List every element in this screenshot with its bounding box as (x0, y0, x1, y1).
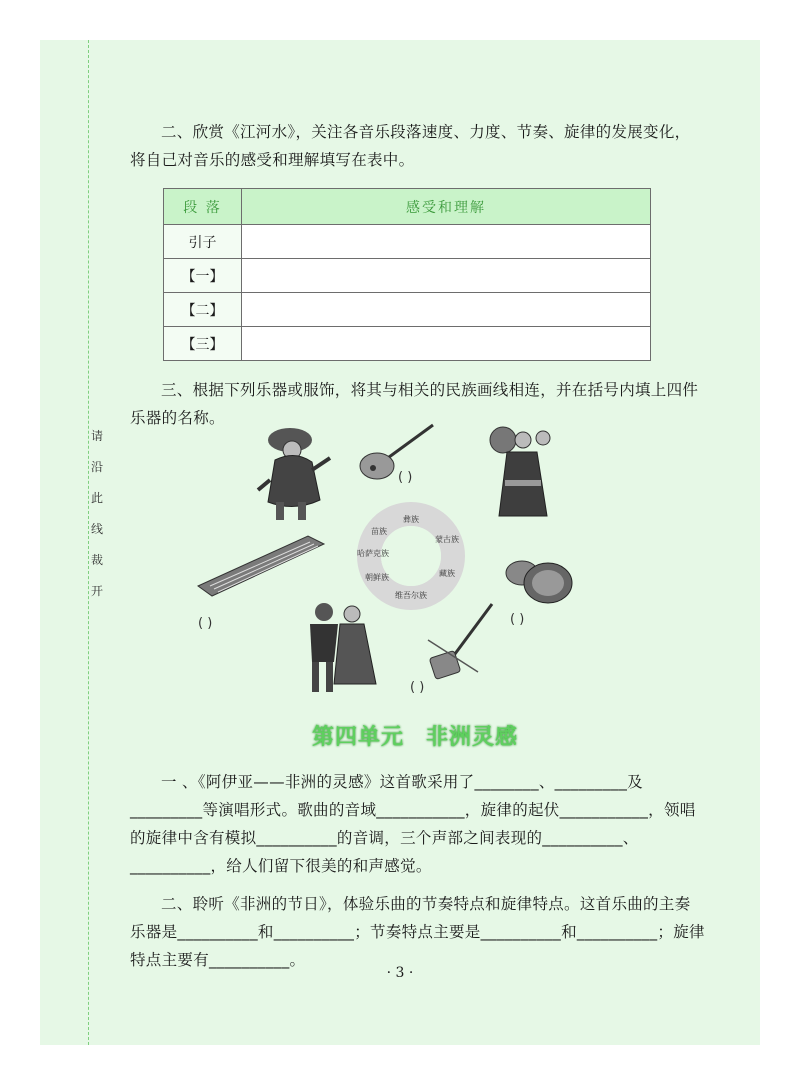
cut-char: 请 (90, 429, 103, 443)
ring-label-korean: 朝鲜族 (365, 573, 389, 582)
cut-char: 此 (90, 491, 103, 505)
segment-cell: 【二】 (164, 293, 242, 327)
segment-cell: 引子 (164, 225, 242, 259)
table-row (164, 225, 651, 259)
guzheng-figure (190, 526, 330, 598)
cut-instruction (89, 430, 105, 616)
answer-cell[interactable] (242, 259, 651, 293)
segment-cell: 【一】 (164, 259, 242, 293)
question-2-text: 二、欣赏《江河水》，关注各音乐段落速度、力度、节奏、旋律的发展变化，将自己对音乐的感受和理解填写在表中。 (130, 123, 691, 169)
instrument-name-blank[interactable]: ( ) (198, 616, 213, 631)
unit4-question-2: 二、聆听《非洲的节日》，体验乐曲的节奏特点和旋律特点。这首乐曲的主奏乐器是__________和__________；节奏特点主要是__________和__________；旋律特点主要有__________。 (130, 895, 705, 969)
ring-label-kazakh: 哈萨克族 (357, 549, 389, 558)
unit-number: 第四单元 (311, 724, 404, 750)
table-row (164, 259, 651, 293)
table-row (164, 293, 651, 327)
segment-cell: 【三】 (164, 327, 242, 361)
ethnic-costume-figure-2 (485, 420, 560, 522)
ring-label-miao: 苗族 (371, 527, 387, 536)
ring-label-mongol: 蒙古族 (435, 535, 459, 544)
question-3-text: 三、根据下列乐器或服饰，将其与相关的民族画线相连，并在括号内填上四件乐器的名称。 (130, 381, 699, 427)
cut-char: 线 (90, 522, 103, 536)
table-row (164, 327, 651, 361)
instrument-name-blank[interactable]: ( ) (510, 612, 525, 627)
sanxian-figure (418, 600, 498, 682)
ethnic-costume-figure-1 (250, 420, 338, 522)
header-segment: 段 落 (164, 189, 242, 225)
ring-label-yi: 彝族 (403, 515, 419, 524)
cut-char: 开 (90, 584, 103, 598)
header-feeling: 感受和理解 (242, 189, 651, 225)
answer-cell[interactable] (242, 293, 651, 327)
answer-cell[interactable] (242, 225, 651, 259)
drum-figure (500, 555, 580, 607)
ring-label-tibetan: 藏族 (439, 569, 455, 578)
ethnic-costume-figure-3 (300, 600, 380, 698)
ethnic-group-ring (355, 500, 467, 612)
instrument-name-blank[interactable]: ( ) (398, 470, 413, 485)
answer-cell[interactable] (242, 327, 651, 361)
table-header-row (164, 189, 651, 225)
music-table (163, 188, 651, 361)
unit4-question-1: 一 、《阿伊亚——非洲的灵感》这首歌采用了________、_________及_________等演唱形式。歌曲的音域___________，旋律的起伏___________，领唱的旋律中含有模拟__________的音调，三个声部之间表现的__________、__________，给人们留下很美的和声感觉。 (130, 773, 696, 875)
page-number: · 3 · (386, 965, 414, 981)
cut-char: 裁 (90, 553, 103, 567)
cut-char: 沿 (90, 460, 103, 474)
unit-name: 非洲灵感 (426, 724, 519, 750)
instrument-name-blank[interactable]: ( ) (410, 680, 425, 695)
ring-label-uyghur: 维吾尔族 (395, 591, 427, 600)
unit-title (300, 718, 530, 752)
